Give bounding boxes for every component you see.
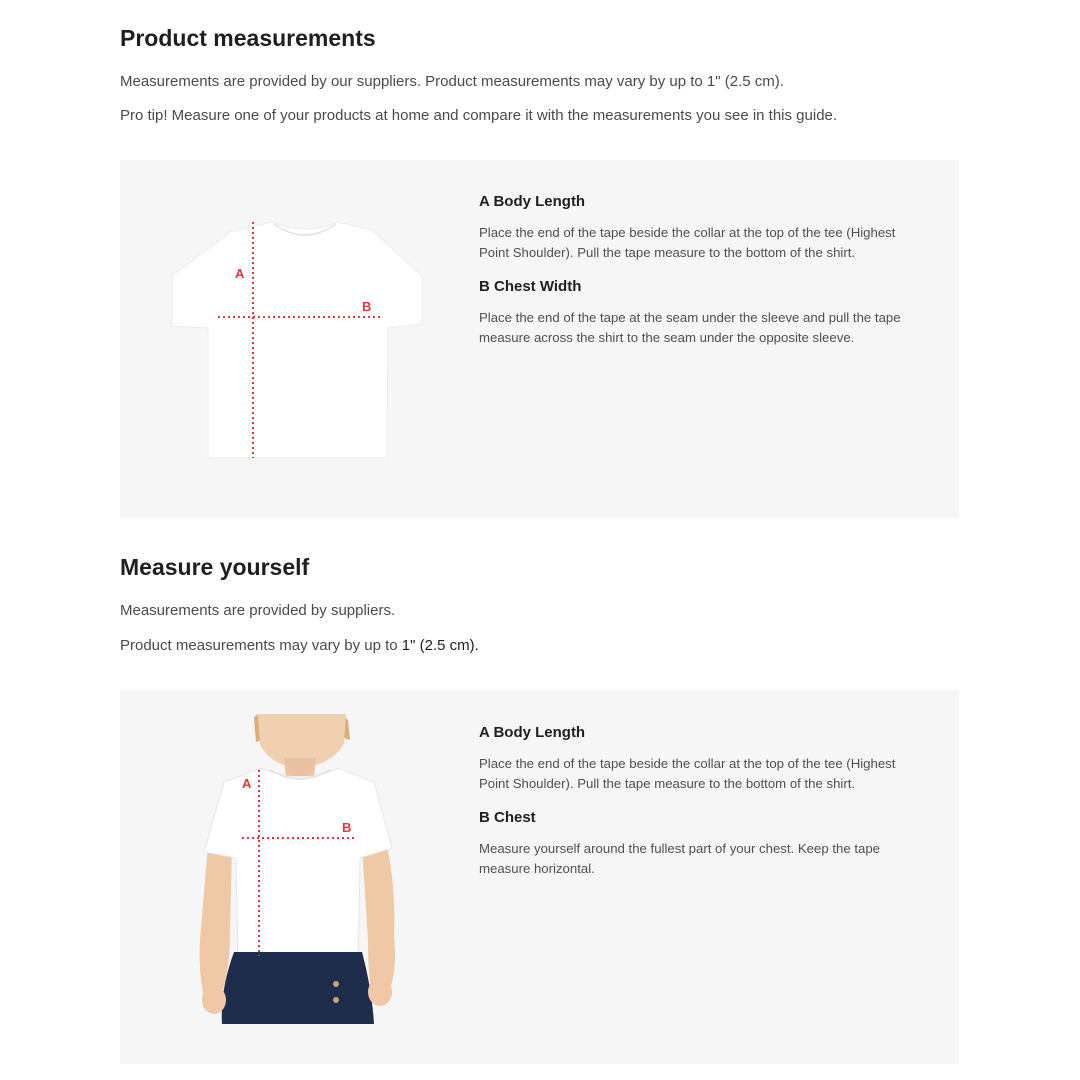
vary-prefix: Product measurements may vary by up to — [120, 637, 402, 654]
measure-yourself-panel — [120, 690, 959, 1064]
neck-shape — [284, 758, 316, 776]
child-photo — [190, 714, 410, 1026]
tshirt-shape — [172, 222, 422, 458]
body-length-heading: A Body Length — [479, 724, 586, 741]
product-measurement-panel — [120, 160, 959, 518]
vary-value: 1" (2.5 cm). — [401, 637, 479, 654]
chest-width-text: Place the end of the tape at the seam under the sleeve and pull the tape measure across the shirt to the seam under the opposite sleeve. — [479, 310, 901, 345]
label-b: B — [342, 820, 352, 835]
chest-width-heading: B Chest Width — [479, 278, 582, 295]
measure-yourself-title: Measure yourself — [120, 554, 310, 580]
label-a: A — [242, 776, 252, 791]
yourself-vary-text — [120, 637, 479, 654]
chest-heading: B Chest — [479, 809, 536, 826]
tshirt-diagram — [160, 200, 440, 470]
body-length-text: Place the end of the tape beside the collar at the top of the tee (Highest Point Shoulder). Pull the tape measure to the bottom of the shirt. — [479, 756, 896, 791]
child-shorts — [222, 952, 374, 1024]
chest-text: Measure yourself around the fullest part of your chest. Keep the tape measure horizontal. — [479, 841, 880, 876]
product-intro-text: Measurements are provided by our suppliers. Product measurements may vary by up to 1" (2.5 cm). — [120, 73, 784, 90]
product-tip-text: Pro tip! Measure one of your products at home and compare it with the measurements you see in this guide. — [120, 107, 838, 124]
body-length-text: Place the end of the tape beside the collar at the top of the tee (Highest Point Shoulder). Pull the tape measure to the bottom of the shirt. — [479, 225, 896, 260]
product-measurements-title: Product measurements — [120, 25, 376, 51]
label-b: B — [362, 299, 372, 314]
yourself-intro-text: Measurements are provided by suppliers. — [120, 602, 396, 619]
label-a: A — [235, 266, 245, 281]
body-length-heading: A Body Length — [479, 193, 586, 210]
